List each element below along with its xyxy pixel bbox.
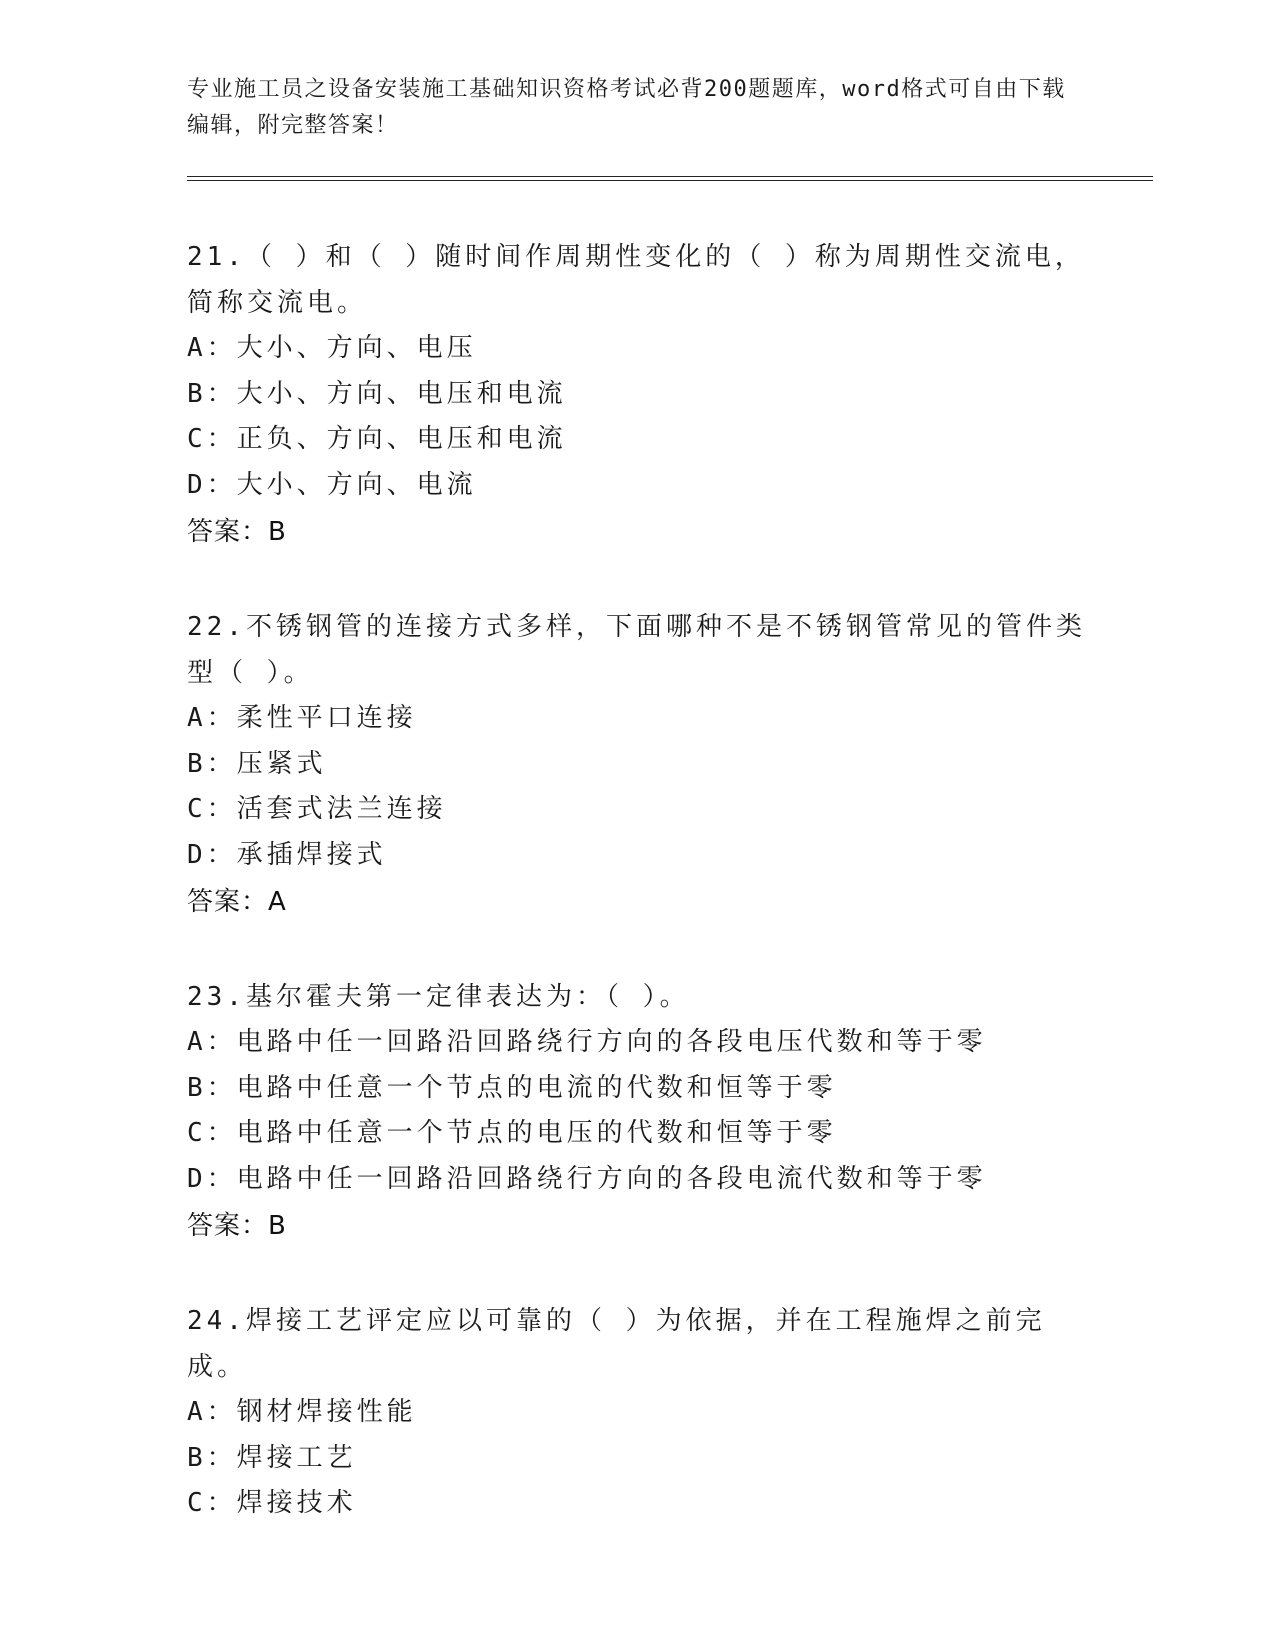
option-d: D：大小、方向、电流	[187, 469, 477, 500]
question-stem: 24.焊接工艺评定应以可靠的（ ）为依据，并在工程施焊之前完成。	[187, 1306, 1046, 1382]
option-a: A：钢材焊接性能	[187, 1397, 417, 1427]
option-a: A：大小、方向、电压	[187, 333, 477, 363]
question-stem: 23.基尔霍夫第一定律表达为：（ ）。	[187, 982, 690, 1012]
option-b: B：压紧式	[187, 748, 327, 779]
answer-line: 答案：B	[187, 517, 287, 547]
option-b: B：电路中任意一个节点的电流的代数和恒等于零	[187, 1072, 837, 1103]
option-a: A：柔性平口连接	[187, 703, 417, 733]
option-c: C：电路中任意一个节点的电压的代数和恒等于零	[187, 1118, 837, 1148]
option-d: D：电路中任一回路沿回路绕行方向的各段电流代数和等于零	[187, 1163, 987, 1194]
option-c: C：焊接技术	[187, 1488, 357, 1518]
option-b: B：大小、方向、电压和电流	[187, 378, 567, 409]
question-stem: 22.不锈钢管的连接方式多样，下面哪种不是不锈钢管常见的管件类型（ ）。	[187, 612, 1086, 688]
question-list	[187, 234, 1087, 1575]
option-b: B：焊接工艺	[187, 1442, 357, 1473]
option-a: A：电路中任一回路沿回路绕行方向的各段电压代数和等于零	[187, 1027, 987, 1057]
answer-line: 答案：B	[187, 1211, 287, 1241]
header-divider	[187, 176, 1153, 181]
question-21	[187, 234, 1087, 556]
question-stem: 21.（ ）和（ ）随时间作周期性变化的（ ）称为周期性交流电，简称交流电。	[187, 242, 1085, 318]
question-24	[187, 1298, 1087, 1527]
option-d: D：承插焊接式	[187, 839, 387, 870]
question-23	[187, 974, 1087, 1250]
option-c: C：正负、方向、电压和电流	[187, 424, 567, 454]
answer-line: 答案：A	[187, 887, 287, 917]
document-header: 专业施工员之设备安装施工基础知识资格考试必背200题题库，word格式可自由下载编辑，附完整答案！	[187, 77, 1066, 138]
option-c: C：活套式法兰连接	[187, 794, 447, 824]
question-22	[187, 604, 1087, 926]
